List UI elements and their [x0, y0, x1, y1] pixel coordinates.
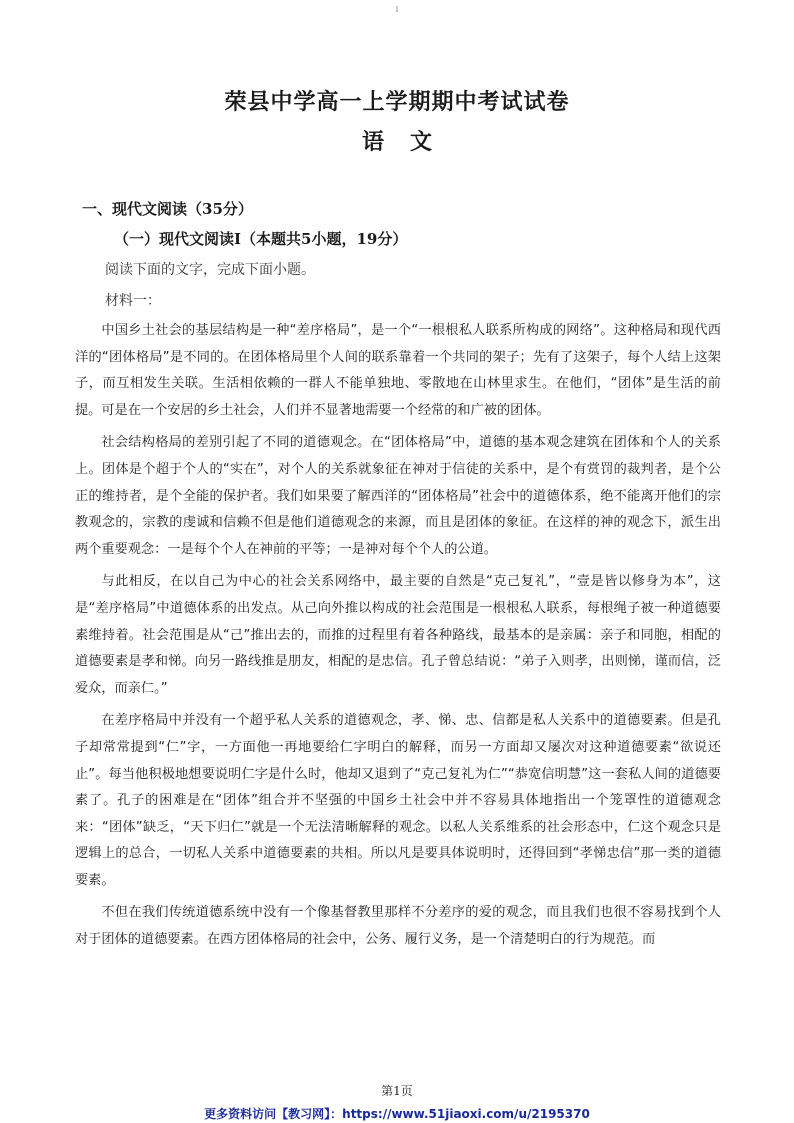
passage-paragraph: 不但在我们传统道德系统中没有一个像基督教里那样不分差序的爱的观念，而且我们也很不容易找到个人对于团体的道德要素。在西方团体格局的社会中，公务、履行义务，是一个清楚明白的行为规范。而 — [75, 905, 721, 948]
reading-instruction: 阅读下面的文字，完成下面小题。 — [105, 262, 315, 278]
section-heading: 一、现代文阅读（35分） — [82, 200, 253, 218]
passage-paragraph: 中国乡土社会的基层结构是一种“差序格局”，是一个“一根根私人联系所构成的网络”。这种格局和现代西洋的“团体格局”是不同的。在团体格局里个人间的联系靠着一个共同的架子；先有了这架子，每个人结上这架子，而互相发生关联。生活相依赖的一群人不能单独地、零散地在山林里求生。在他们，“团体”是生活的前提。可是在一个安居的乡土社会，人们并不显著地需要一个经常的和广被的团体。 — [75, 323, 721, 418]
passage-paragraph: 与此相反，在以自己为中心的社会关系网络中，最主要的自然是“克己复礼”，“壹是皆以修身为本”，这是“差序格局”中道德体系的出发点。从己向外推以构成的社会范围是一根根私人联系，每根绳子被一种道德要素维持着。社会范围是从“己”推出去的，而推的过程里有着各种路线，最基本的是亲属：亲子和同胞，相配的道德要素是孝和悌。向另一路线推是朋友，相配的是忠信。孔子曾总结说：“弟子入则孝，出则悌，谨而信，泛爱众，而亲仁。” — [75, 574, 721, 696]
exam-title: 荣县中学高一上学期期中考试试卷 — [224, 89, 570, 115]
footer-resource-link[interactable]: 更多资料访问【教习网】：https://www.51jiaoxi.com/u/2195370 — [204, 1107, 590, 1121]
reading-passage — [75, 318, 721, 954]
page-number: 第1页 — [381, 1084, 413, 1098]
passage-paragraph: 社会结构格局的差别引起了不同的道德观念。在“团体格局”中，道德的基本观念建筑在团体和个人的关系上。团体是个超于个人的“实在”，对个人的关系就象征在神对于信徒的关系中，是个有赏罚的裁判者，是个公正的维持者，是个全能的保护者。我们如果要了解西洋的“团体格局”社会中的道德体系，绝不能离开他们的宗教观念的，宗教的虔诚和信赖不但是他们道德观念的来源，而且是团体的象征。在这样的神的观念下，派生出两个重要观念：一是每个个人在神前的平等；一是神对每个个人的公道。 — [75, 435, 721, 557]
page-top-mark: I — [395, 6, 399, 14]
material-label: 材料一： — [105, 293, 161, 309]
passage-paragraph: 在差序格局中并没有一个超乎私人关系的道德观念，孝、悌、忠、信都是私人关系中的道德要素。但是孔子却常常提到“仁”字，一方面他一再地要给仁字明白的解释，而另一方面却又屡次对这种道德要素“欲说还止”。每当他积极地想要说明仁字是什么时，他却又退到了“克己复礼为仁”“恭宽信明慧”这一套私人间的道德要素了。孔子的困难是在“团体”组合并不坚强的中国乡土社会中并不容易具体地指出一个笼罩性的道德观念来：“团体”缺乏，“天下归仁”就是一个无法清晰解释的观念。以私人关系维系的社会形态中，仁这个观念只是逻辑上的总合，一切私人关系中道德要素的共相。所以凡是要具体说明时，还得回到“孝悌忠信”那一类的道德要素。 — [75, 713, 721, 888]
sub-section-heading: （一）现代文阅读Ⅰ（本题共5小题，19分） — [114, 230, 408, 248]
subject-title: 语文 — [361, 129, 458, 155]
